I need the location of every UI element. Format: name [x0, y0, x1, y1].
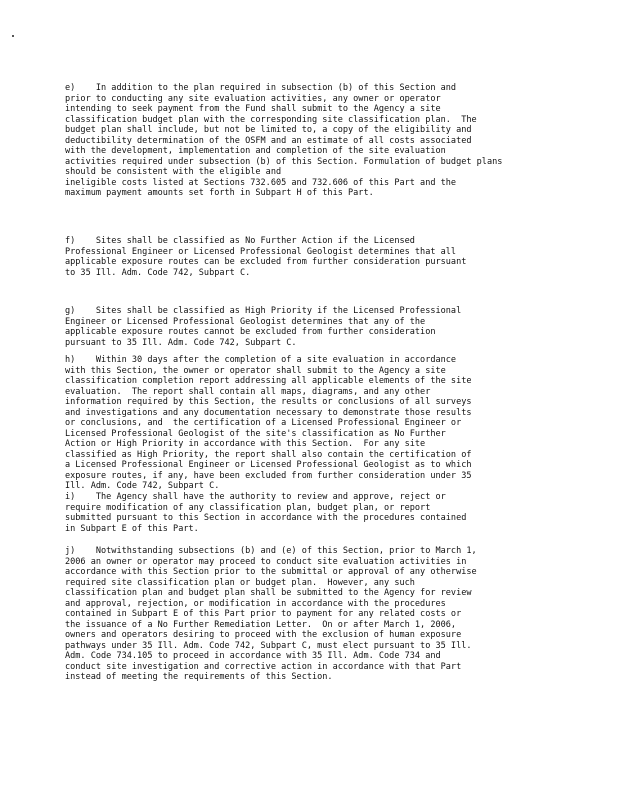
paragraph-i: i) The Agency shall have the authority to review and approve, reject or require modification of any classification plan, budget plan, or report submitted pursuant to this Section in accordance with the procedures contained in Subpart E of this Part. [65, 492, 467, 534]
paragraph-f: f) Sites shall be classified as No Further Action if the Licensed Professional Engineer or Licensed Professional Geologist determines that all applicable exposure routes can be excluded from further consideration pursuant to 35 Ill. Adm. Code 742, Subpart C. [65, 236, 467, 278]
paragraph-h: h) Within 30 days after the completion of a site evaluation in accordance with this Section, the owner or operator shall submit to the Agency a site classification completion report addressing all applicable elements of the site evaluation. The report shall contain all maps, diagrams, and any other information required by this Section, the results or conclusions of all surveys and investigations and any documentation necessary to demonstrate those results or conclusions, and the certification of a Licensed Professional Engineer or Licensed Professional Geologist of the site's classification as No Further Action or High Priority in accordance with this Section. For any site classified as High Priority, the report shall also contain the certification of a Licensed Professional Engineer or Licensed Professional Geologist as to which exposure routes, if any, have been excluded from further consideration under 35 Ill. Adm. Code 742, Subpart C. [65, 355, 472, 491]
paragraph-j: j) Notwithstanding subsections (b) and (e) of this Section, prior to March 1, 2006 an owner or operator may proceed to conduct site evaluation activities in accordance with this Section prior to the submittal or approval of any otherwise required site classification plan or budget plan. However, any such classification plan and budget plan shall be submitted to the Agency for review and approval, rejection, or modification in accordance with the procedures contained in Subpart E of this Part prior to payment for any related costs or the issuance of a No Further Remediation Letter. On or after March 1, 2006, owners and operators desiring to proceed with the exclusion of human exposure pathways under 35 Ill. Adm. Code 742, Subpart C, must elect pursuant to 35 Ill. Adm. Code 734.105 to proceed in accordance with 35 Ill. Adm. Code 734 and conduct site investigation and corrective action in accordance with that Part instead of meeting the requirements of this Section. [65, 546, 477, 682]
scan-speck [12, 35, 14, 37]
paragraph-e: e) In addition to the plan required in subsection (b) of this Section and prior to conducting any site evaluation activities, any owner or operator intending to seek payment from the Fund shall submit to the Agency a site classification budget plan with the corresponding site classification plan. The budget plan shall include, but not be limited to, a copy of the eligibility and deductibility determination of the OSFM and an estimate of all costs associated with the development, implementation and completion of the site evaluation activities required under subsection (b) of this Section. Formulation of budget plans should be consistent with the eligible and ineligible costs listed at Sections 732.605 and 732.606 of this Part and the maximum payment amounts set forth in Subpart H of this Part. [65, 83, 503, 198]
paragraph-g: g) Sites shall be classified as High Priority if the Licensed Professional Engineer or Licensed Professional Geologist determines that any of the applicable exposure routes cannot be excluded from further consideration pursuant to 35 Ill. Adm. Code 742, Subpart C. [65, 306, 462, 348]
